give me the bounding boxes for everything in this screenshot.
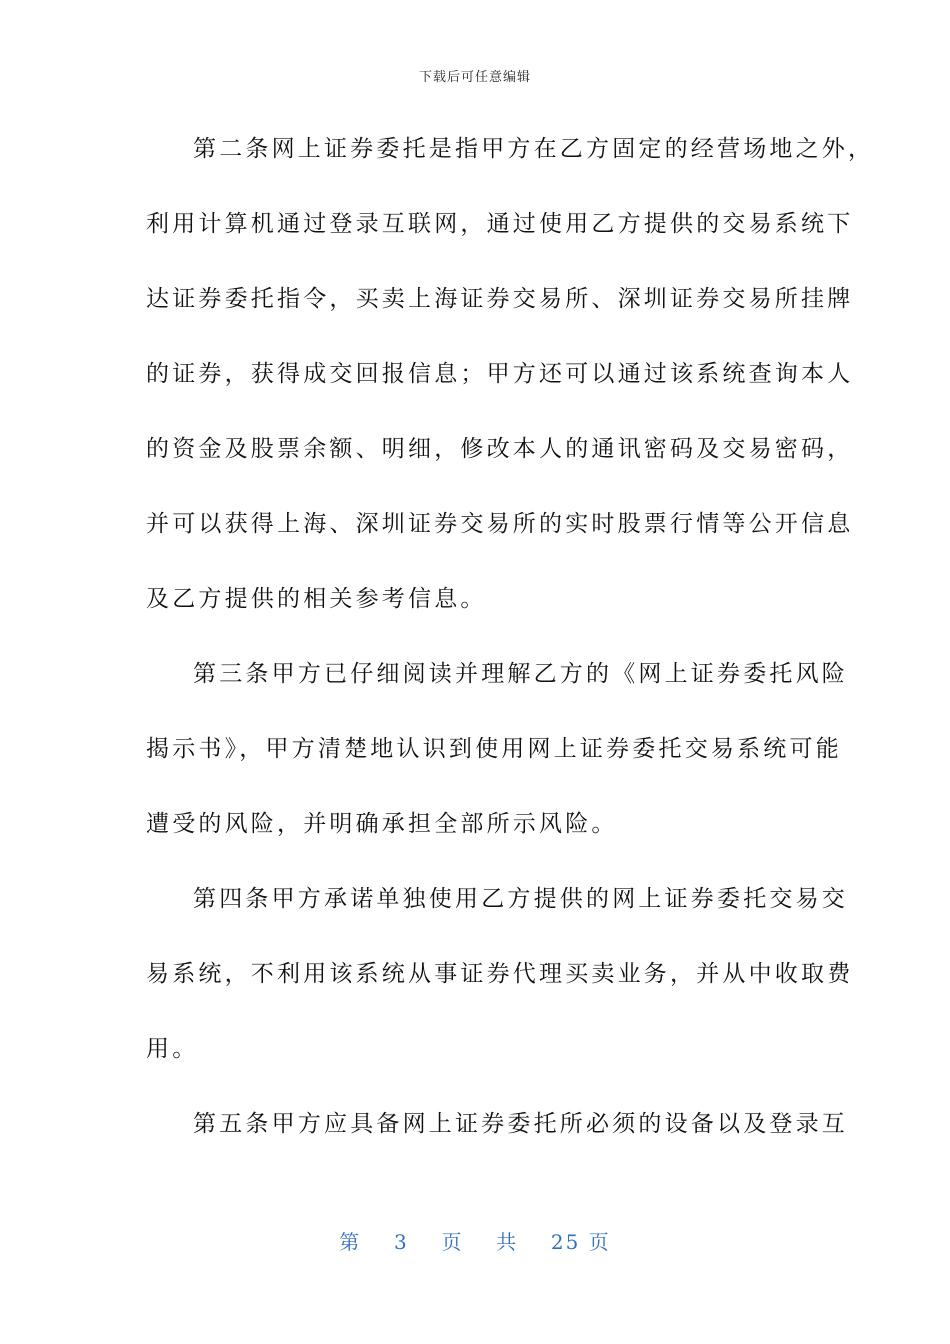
paragraph-line: 第二条网上证券委托是指甲方在乙方固定的经营场地之外， [193, 136, 875, 162]
paragraph-line: 达证券委托指令，买卖上海证券交易所、深圳证券交易所挂牌 [146, 286, 854, 312]
page-footer [0, 1226, 950, 1255]
paragraph-line: 第四条甲方承诺单独使用乙方提供的网上证券委托交易交 [193, 886, 848, 912]
page-unit-label: 页 [441, 1230, 464, 1254]
total-label: 共 [496, 1230, 519, 1254]
paragraph-line: 揭示书》，甲方清楚地认识到使用网上证券委托交易系统可能 [146, 736, 842, 762]
paragraph-line: 遭受的风险，并明确承担全部所示风险。 [146, 811, 618, 837]
paragraph-line: 用。 [146, 1036, 199, 1062]
paragraph-line: 第五条甲方应具备网上证券委托所必须的设备以及登录互 [193, 1111, 848, 1137]
paragraph-line: 利用计算机通过登录互联网，通过使用乙方提供的交易系统下 [146, 211, 854, 237]
paragraph-line: 的资金及股票余额、明细，修改本人的通讯密码及交易密码， [146, 436, 854, 462]
current-page-number: 3 [394, 1230, 409, 1254]
total-pages-number: 25 [550, 1230, 581, 1254]
paragraph-line: 的证券，获得成交回报信息；甲方还可以通过该系统查询本人 [146, 361, 854, 387]
page-label: 第 [339, 1230, 362, 1254]
paragraph-line: 易系统，不利用该系统从事证券代理买卖业务，并从中收取费 [146, 961, 854, 987]
page-header: 下载后可任意编辑 [418, 70, 531, 85]
paragraph-line: 及乙方提供的相关参考信息。 [146, 586, 487, 612]
total-unit-label: 页 [588, 1230, 611, 1254]
paragraph-line: 第三条甲方已仔细阅读并理解乙方的《网上证券委托风险 [193, 661, 848, 687]
paragraph-line: 并可以获得上海、深圳证券交易所的实时股票行情等公开信息 [146, 511, 854, 537]
